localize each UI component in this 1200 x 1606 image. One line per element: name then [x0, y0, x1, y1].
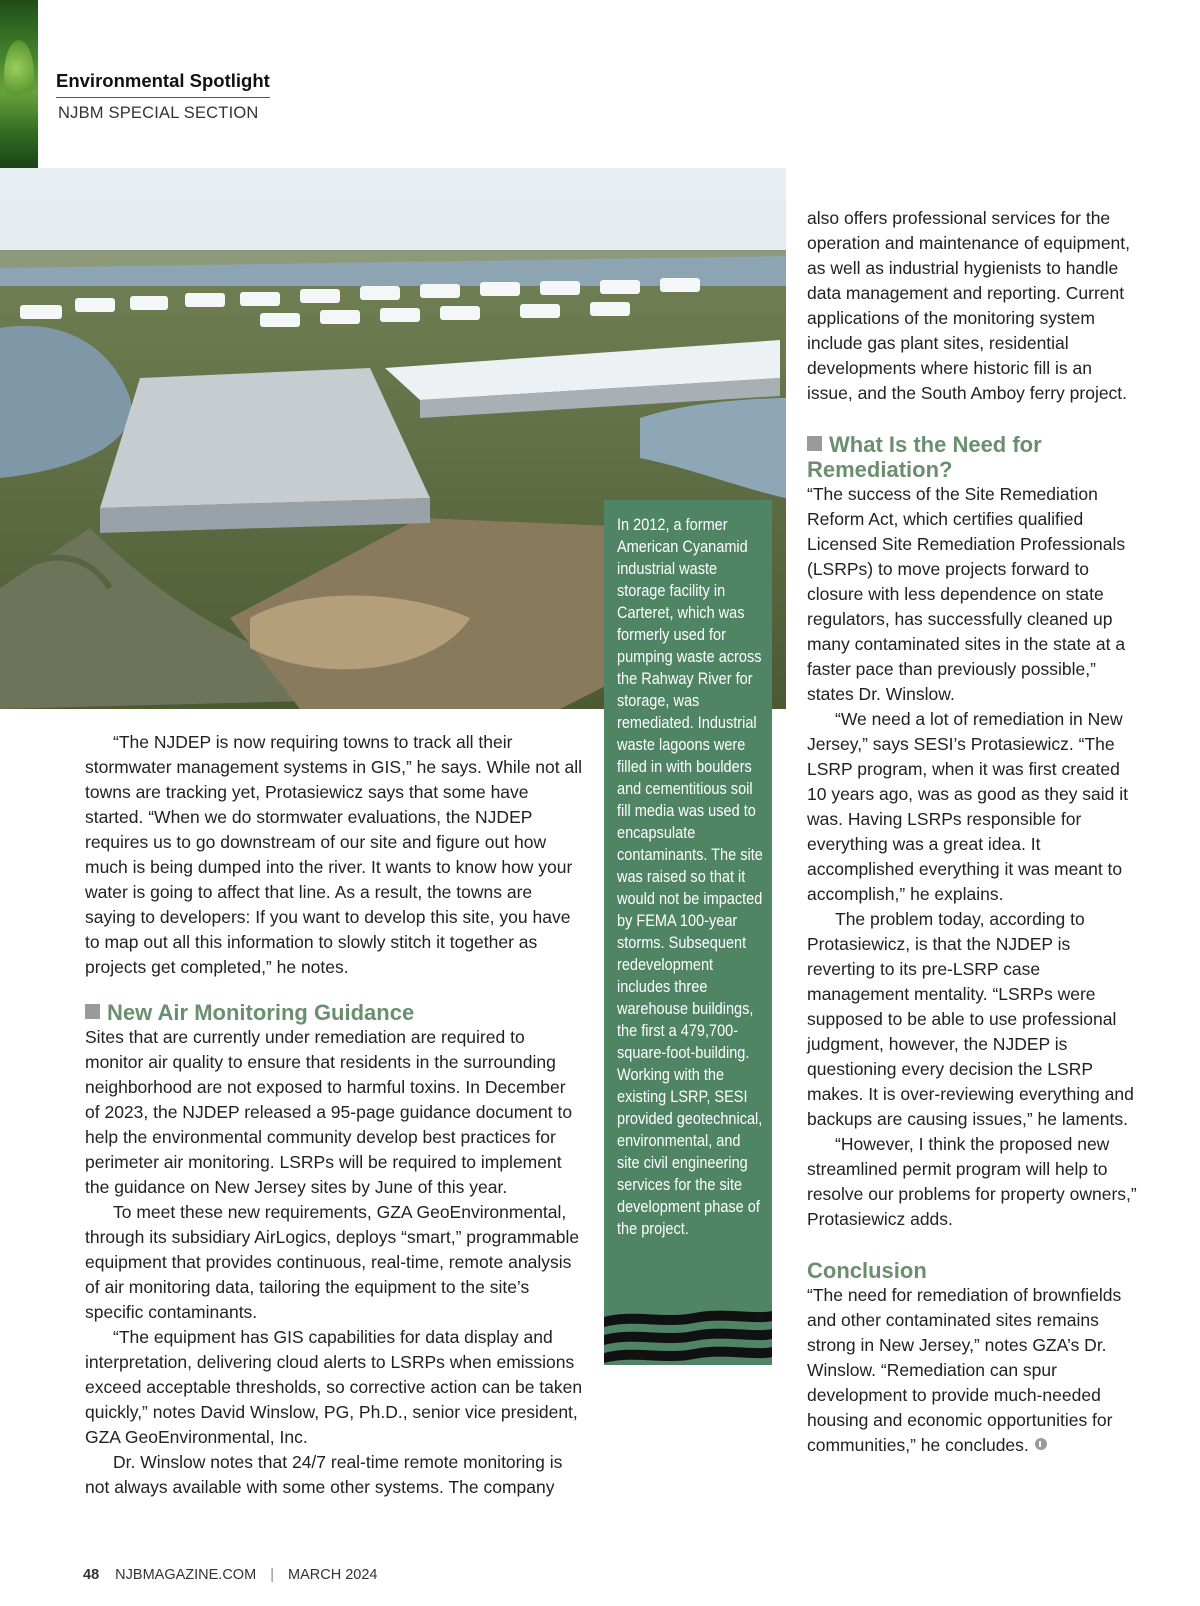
paragraph: “However, I think the proposed new streamlined permit program will help to resolve our problems for property owners,” Protasiewicz adds.	[807, 1134, 1137, 1229]
leaf-photo-strip	[0, 0, 38, 168]
need-for-remediation-heading	[807, 432, 1137, 482]
sidebar-caption: In 2012, a former American Cyanamid industrial waste storage facility in Carteret, which was formerly used for pumping waste across the Rahway River for storage, was remediated. Industrial waste lagoons were filled in with boulders and cementitious soil fill media was used to encapsulate contaminants. The site was raised so that it would not be impacted by FEMA 100-year storms. Subsequent redevelopment includes three warehouse buildings, the first a 479,700-square-foot-building. Working with the existing LSRP, SESI provided geotechnical, environmental, and site civil engineering services for the site development phase of the project.	[617, 516, 763, 1238]
page-number: 48	[83, 1567, 100, 1583]
heading-text: What Is the Need for Remediation?	[807, 432, 1042, 482]
air-monitoring-heading	[85, 1000, 585, 1025]
paragraph: “The equipment has GIS capabilities for data display and interpretation, delivering cloud alerts to LSRPs when emissions exceed acceptable thresholds, so corrective action can be taken quickly,” notes David Winslow, PG, Ph.D., senior vice president, GZA GeoEnvironmental, Inc.	[85, 1327, 583, 1447]
square-bullet-icon	[807, 436, 822, 451]
left-article-column	[85, 730, 585, 1500]
footer-separator: |	[270, 1567, 274, 1583]
end-of-article-icon	[1035, 1438, 1047, 1450]
square-bullet-icon	[85, 1004, 100, 1019]
paragraph: “The NJDEP is now requiring towns to track all their stormwater management systems in GIS,” he says. While not all towns are tracking yet, Protasiewicz says that some have started. “When we do stormwater evaluations, the NJDEP requires us to go downstream of our site and figure out how much is being dumped into the river. It wants to know how your water is going to affect that line. As a result, the towns are saying to developers: If you want to develop this site, you have to map out all this information to slowly stitch it together as projects get completed,” he notes.	[85, 732, 582, 977]
paragraph: Dr. Winslow notes that 24/7 real-time remote monitoring is not always available with some other systems. The company	[85, 1452, 563, 1497]
conclusion-paragraph	[807, 1283, 1137, 1458]
paragraph: Sites that are currently under remediation are required to monitor air quality to ensure that residents in the surrounding neighborhood are not exposed to harmful toxins. In December of 2023, the NJDEP released a 95-page guidance document to help the environmental community develop best practices for perimeter air monitoring. LSRPs will be required to implement the guidance on New Jersey sites by June of this year.	[85, 1027, 573, 1197]
section-title: Environmental Spotlight	[56, 70, 270, 91]
section-divider	[56, 97, 270, 98]
paragraph: To meet these new requirements, GZA GeoEnvironmental, through its subsidiary AirLogics, deploys “smart,” programmable equipment that provides continuous, real-time, remote analysis of air monitoring data, tailoring the equipment to the site’s specific contaminants.	[85, 1202, 580, 1322]
right-article-column	[807, 206, 1137, 1458]
conclusion-heading: Conclusion	[807, 1258, 927, 1283]
footer-site: NJBMAGAZINE.COM	[115, 1567, 257, 1583]
stripe-pattern-graphic	[604, 1309, 772, 1365]
paragraph: The problem today, according to Protasiewicz, is that the NJDEP is reverting to its pre-LSRP case management mentality. “LSRPs were supposed to be able to use professional judgment, however, the NJDEP is questioning every decision the LSRP makes. It is over-reviewing everything and backups are causing issues,” he laments.	[807, 909, 1134, 1129]
photo-caption-sidebar	[604, 500, 772, 1365]
heading-text: New Air Monitoring Guidance	[107, 1000, 415, 1025]
paragraph: “We need a lot of remediation in New Jersey,” says SESI’s Protasiewicz. “The LSRP program, when it was first created 10 years ago, was as good as they said it was. Having LSRPs responsible for everything was a great idea. It accomplished everything it was meant to accomplish,” he explains.	[807, 709, 1129, 904]
paragraph-text: “The need for remediation of brownfields and other contaminated sites remains strong in New Jersey,” notes GZA’s Dr. Winslow. “Remediation can spur development to provide much-needed housing and economic opportunities for communities,” he concludes.	[807, 1285, 1122, 1455]
page-footer	[83, 1567, 377, 1583]
paragraph: also offers professional services for the operation and maintenance of equipment, as well as industrial hygienists to handle data management and reporting. Current applications of the monitoring system include gas plant sites, residential developments where historic fill is an issue, and the South Amboy ferry project.	[807, 208, 1131, 403]
paragraph: “The success of the Site Remediation Reform Act, which certifies qualified Licensed Site Remediation Professionals (LSRPs) to move projects forward to closure with less dependence on state regulators, has successfully cleaned up many contaminated sites in the state at a faster pace than previously possible,” states Dr. Winslow.	[807, 484, 1126, 704]
section-subtitle: NJBM SPECIAL SECTION	[58, 104, 259, 122]
footer-issue: MARCH 2024	[288, 1567, 378, 1583]
